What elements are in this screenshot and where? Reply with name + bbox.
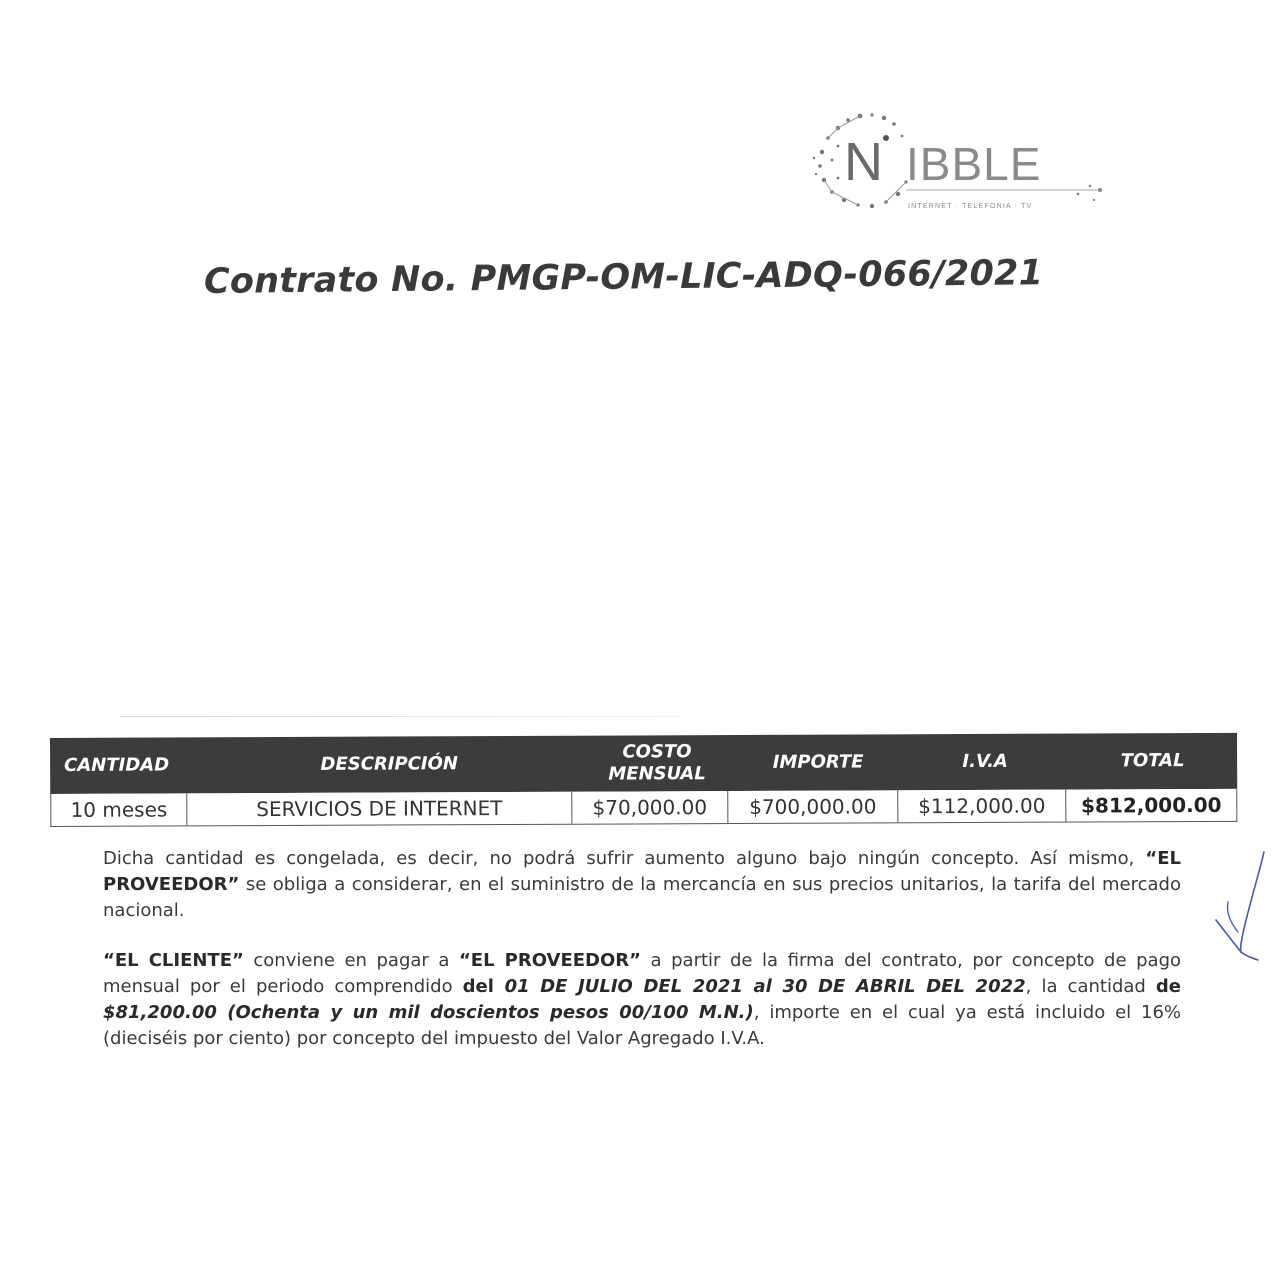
header-iva: I.V.A [962,750,1008,773]
cell-descripcion: SERVICIOS DE INTERNET [187,792,572,826]
svg-text:INTERNET · TELEFONIA · TV: INTERNET · TELEFONIA · TV [908,203,1033,210]
p2-cliente: “EL CLIENTE” [103,950,244,971]
p2-de: de [1155,976,1181,997]
scan-artifact-line [120,716,680,717]
contract-title: Contrato No. PMGP-OM-LIC-ADQ-066/2021 [203,253,1044,302]
p2-amount: $81,200.00 (Ochenta y un mil doscientos pesos 00/100 M.N.) [103,1002,754,1023]
cell-total: $812,000.00 [1081,792,1222,818]
p2-text-3: , la cantidad [1025,976,1156,997]
p2-text-4: , importe en el cual ya está incluido el 16% (dieciséis por ciento) por concepto del impuesto del Valor Agregado I.V.A. [103,1002,1181,1049]
svg-text:IBBLE: IBBLE [906,138,1042,190]
p2-al: al [742,976,783,997]
p2-end-date: 30 DE ABRIL DEL 2022 [782,976,1026,997]
nibble-logo [808,108,1108,218]
p2-start-date: 01 DE JULIO DEL 2021 [504,976,743,997]
cell-cantidad: 10 meses [51,793,187,826]
p2-del: del [462,976,505,997]
header-costo-line2: MENSUAL [608,763,706,785]
p2-proveedor: “EL PROVEEDOR” [458,950,641,971]
svg-text:N: N [844,132,883,192]
header-importe: IMPORTE [772,751,864,773]
handwritten-check-mark [1208,848,1270,966]
paragraph-price-freeze [103,846,1181,924]
p2-text-1: conviene en pagar a [243,950,459,971]
header-cantidad: CANTIDAD [64,754,170,776]
cell-costo-mensual: $70,000.00 [572,791,728,824]
cell-importe: $700,000.00 [728,790,898,823]
table-row [50,789,1237,827]
header-costo-mensual [580,735,734,792]
paragraph-payment-terms [103,948,1181,1052]
p1-text-1: Dicha cantidad es congelada, es decir, no podrá sufrir aumento alguno bajo ningún concepto. Así mismo, [103,848,1146,869]
table-header [50,733,1237,794]
price-table [50,733,1237,827]
header-descripcion: DESCRIPCIÓN [320,753,458,775]
p1-proveedor: “EL PROVEEDOR” [103,848,1181,895]
p2-text-2: a partir de la firma del contrato, por concepto de pago mensual por el periodo comprendido [103,950,1182,997]
header-total: TOTAL [1120,750,1185,772]
header-costo-line1: COSTO [622,741,692,763]
p1-text-2: se obliga a considerar, en el suministro de la mercancía en sus precios unitarios, la tarifa del mercado nacional. [103,874,1181,921]
cell-iva: $112,000.00 [898,790,1066,823]
